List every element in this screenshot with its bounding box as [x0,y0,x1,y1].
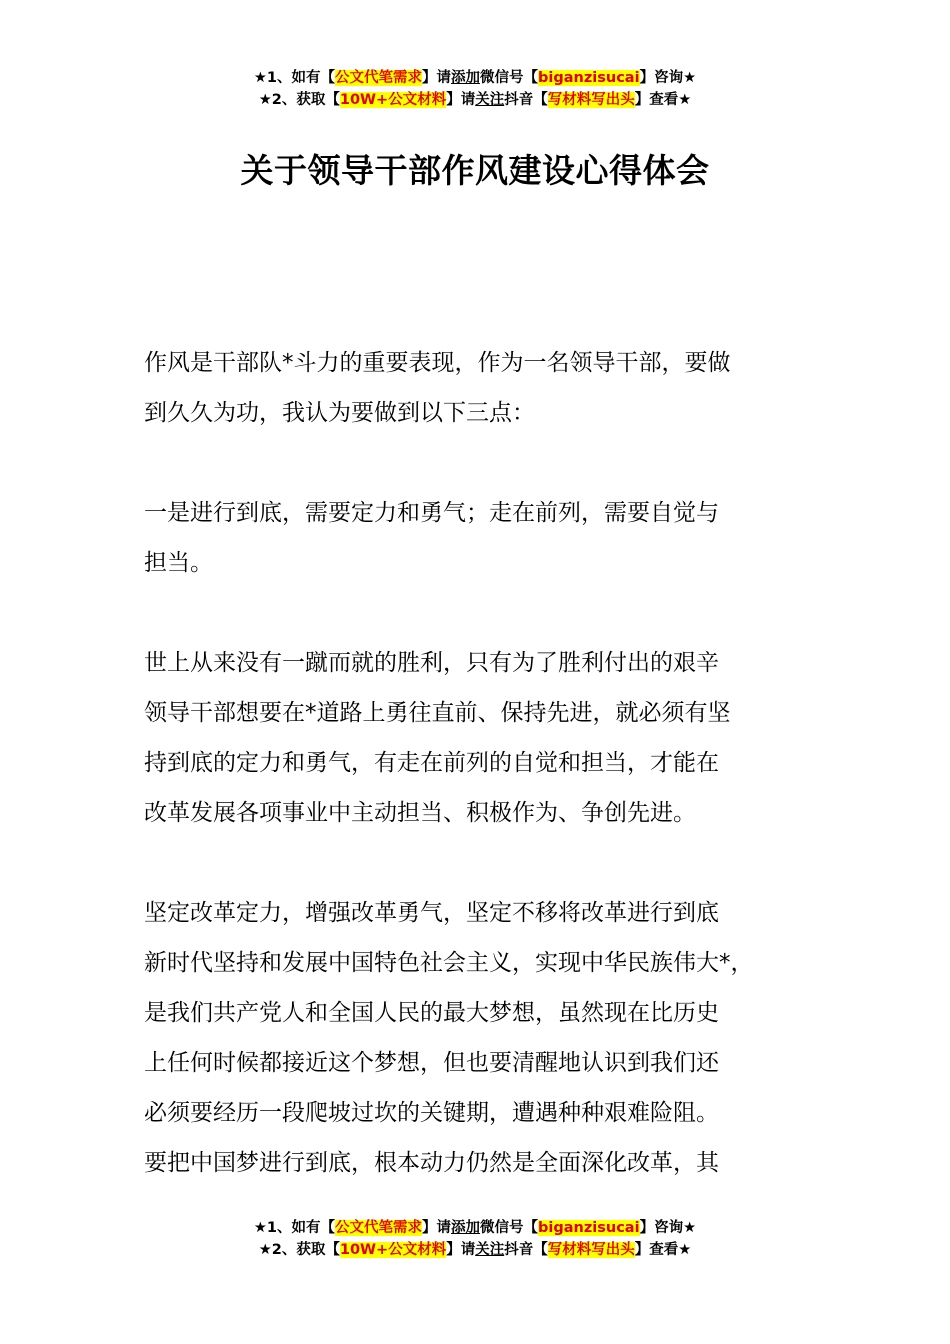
banner-text: 】请 [422,1220,452,1236]
text-line: 改革发展各项事业中主动担当、积极作为、争创先进。 [144,800,696,826]
footer-banner [0,1217,950,1261]
highlight-service: 公文代笔需求 [335,1220,423,1236]
banner-text: 】请 [446,92,476,108]
underlined-text: 添加 [451,1220,481,1236]
text-line: 必须要经历一段爬坡过坎的关键期，遭遇种种艰难险阻。 [144,1100,719,1126]
text-line: 上任何时候都接近这个梦想，但也要清醒地认识到我们还 [144,1050,719,1076]
document-body [144,338,834,1238]
highlight-douyin-id: 写材料写出头 [547,1242,635,1258]
text-line: 世上从来没有一蹴而就的胜利，只有为了胜利付出的艰辛 [144,650,719,676]
paragraph-4 [144,888,834,1188]
banner-line-1 [0,1217,950,1239]
banner-text: ★1、如有【 [253,1220,336,1236]
highlight-materials: 10W+公文材料 [339,92,447,108]
banner-text: 微信号【 [480,70,539,86]
text-line: 持到底的定力和勇气，有走在前列的自觉和担当，才能在 [144,750,719,776]
underlined-text: 关注 [475,1242,505,1258]
banner-line-2 [0,89,950,111]
banner-text: 微信号【 [480,1220,539,1236]
text-line: 到久久为功，我认为要做到以下三点： [144,400,535,426]
banner-text: 】咨询★ [639,1220,697,1236]
text-line: 担当。 [144,550,213,576]
paragraph-3 [144,638,834,838]
banner-line-2 [0,1239,950,1261]
banner-text: 抖音【 [504,1242,548,1258]
banner-text: 抖音【 [504,92,548,108]
banner-text: ★2、获取【 [258,92,340,108]
banner-text: 】咨询★ [639,70,697,86]
banner-line-1 [0,67,950,89]
document-title: 关于领导干部作风建设心得体会 [240,151,710,190]
text-line: 领导干部想要在*道路上勇往直前、保持先进，就必须有坚 [144,700,731,726]
banner-text: 】请 [422,70,452,86]
banner-text: 】查看★ [634,1242,692,1258]
highlight-wechat-id: biganzisucai [538,70,640,86]
paragraph-1 [144,338,834,438]
header-banner [0,67,950,111]
text-line: 是我们共产党人和全国人民的最大梦想，虽然现在比历史 [144,1000,719,1026]
paragraph-2 [144,488,834,588]
text-line: 作风是干部队*斗力的重要表现，作为一名领导干部，要做 [144,350,731,376]
banner-text: ★2、获取【 [258,1242,340,1258]
text-line: 一是进行到底，需要定力和勇气；走在前列，需要自觉与 [144,500,719,526]
banner-text: 】查看★ [634,92,692,108]
underlined-text: 添加 [451,70,481,86]
underlined-text: 关注 [475,92,505,108]
text-line: 新时代坚持和发展中国特色社会主义，实现中华民族伟大*， [144,950,754,976]
highlight-materials: 10W+公文材料 [339,1242,447,1258]
highlight-wechat-id: biganzisucai [538,1220,640,1236]
text-line: 要把中国梦进行到底，根本动力仍然是全面深化改革，其 [144,1150,719,1176]
banner-text: 】请 [446,1242,476,1258]
highlight-douyin-id: 写材料写出头 [547,92,635,108]
highlight-service: 公文代笔需求 [335,70,423,86]
banner-text: ★1、如有【 [253,70,336,86]
text-line: 坚定改革定力，增强改革勇气，坚定不移将改革进行到底 [144,900,719,926]
